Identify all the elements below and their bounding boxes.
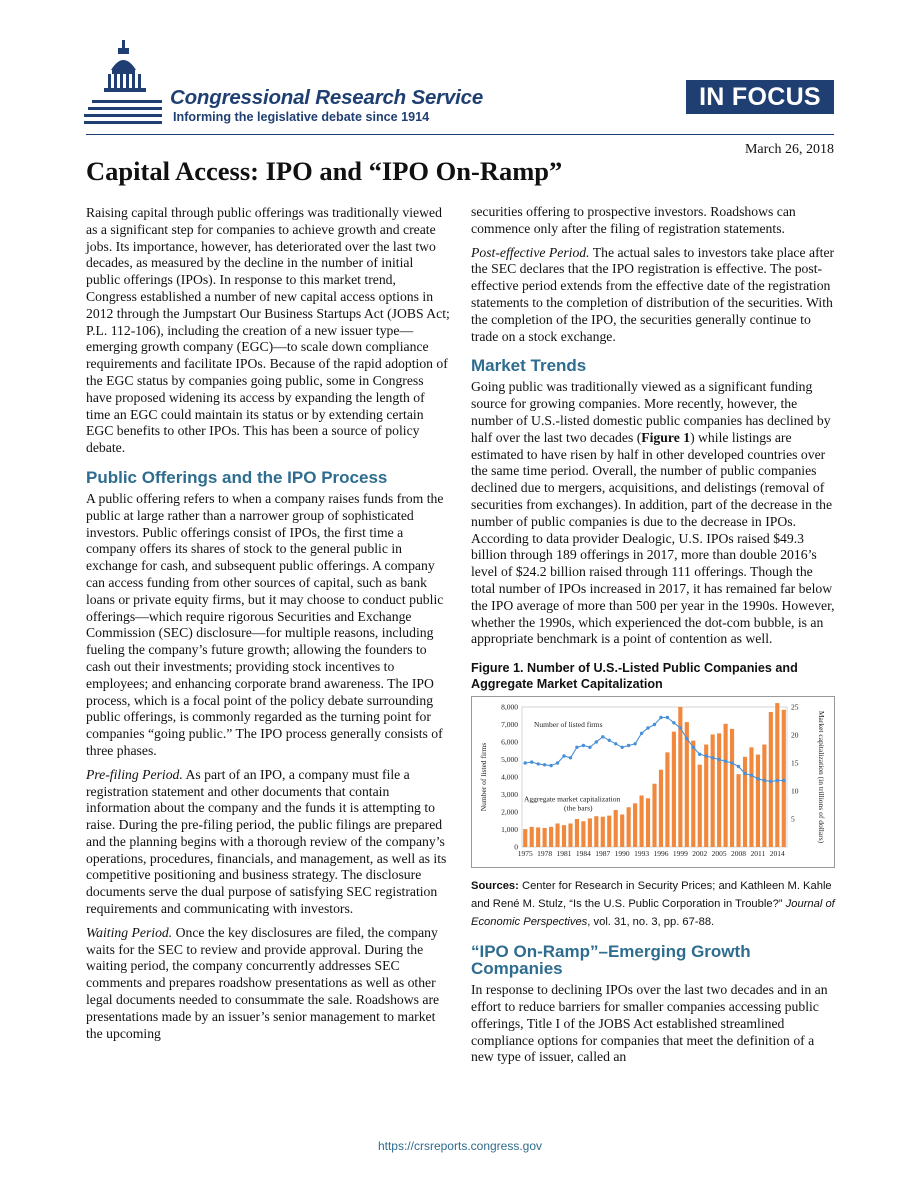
publication-date: March 26, 2018: [744, 142, 834, 157]
sources-text: Center for Research in Security Prices; and Kathleen M. Kahle and René M. Stulz, “Is the U.S. Public Corporation in Trouble?”: [471, 880, 832, 911]
line-point: [769, 780, 772, 783]
figure-chart: [471, 696, 835, 868]
sources-tail: , vol. 31, no. 3, pp. 67-88.: [587, 916, 715, 929]
bar-mark: [730, 729, 734, 847]
line-point: [524, 761, 527, 764]
left-tick-label: 1,000: [501, 825, 518, 835]
bar-mark: [575, 819, 579, 847]
figure-sources: [471, 877, 835, 931]
line-point: [692, 746, 695, 749]
line-point: [705, 754, 708, 757]
public-offerings-paragraph: A public offering refers to when a company raises funds from the public at large rather than a narrower group of sophisticated investors. Public offerings consist of IPOs, the first time a company offers its shares of stock to the general public in exchange for cash, and subsequent public offerings. A company can access funding from other sources of capital, such as bank loans or private equity firms, but it may choose to conduct public offerings—which require rigorous Securities and Exchange Commission (SEC) disclosure—for multiple reasons, including fueling the company’s future growth; allowing the founders to cash out their investments; providing stock incentives to employees; and enhancing corporate brand awareness. The IPO process, which is a focal point of the policy debate surrounding public offerings, is commonly regarded as the turning point for companies “going public.” The IPO process generally consists of three phases.: [86, 490, 444, 758]
annotation-listed-firms: Number of listed firms: [534, 720, 603, 730]
line-point: [530, 761, 533, 764]
x-tick-label: 1999: [672, 849, 688, 859]
left-tick-label: 2,000: [501, 807, 518, 817]
intro-paragraph: Raising capital through public offerings was traditionally viewed as a significant step for companies to achieve growth and create jobs. Its importance, however, has deteriorated over the last two decades, as measured by the decline in the number of initial public offerings (IPOs). In response to this market trend, Congress established a number of new capital access options in 2012 through the Jumpstart Our Business Startups Act (JOBS Act; P.L. 112-106), including the creation of a new issuer type—emerging growth company (EGC)—to scale down compliance requirements and facilitate IPOs. Because of the rapid adoption of the EGC status by companies going public, some in Congress have proposed widening its access by expanding the length of time an EGC could maintain its status or by extending certain EGC benefits to other IPOs. This has been a source of policy debate.: [86, 205, 450, 456]
line-point: [582, 744, 585, 747]
bar-mark: [536, 828, 540, 848]
x-tick-label: 1975: [517, 849, 533, 859]
page-title: Capital Access: IPO and “IPO On-Ramp”: [86, 156, 563, 186]
line-point: [640, 732, 643, 735]
line-point: [672, 721, 675, 724]
line-point: [614, 742, 617, 745]
x-tick-label: 1987: [595, 849, 611, 859]
header-rule: [86, 134, 834, 135]
chart-svg: [472, 697, 834, 867]
line-point: [627, 744, 630, 747]
x-tick-label: 2005: [711, 849, 727, 859]
prefiling-lead: Pre-filing Period.: [86, 766, 183, 782]
line-point: [659, 716, 662, 719]
left-tick-label: 3,000: [501, 790, 518, 800]
footer-url-link[interactable]: https://crsreports.congress.gov: [377, 1139, 543, 1153]
capitol-dome-logo: [84, 40, 166, 130]
line-point: [698, 753, 701, 756]
bar-mark: [652, 784, 656, 847]
prefiling-paragraph: [86, 767, 450, 918]
right-tick-label: 5: [791, 814, 795, 824]
annotation-bars: (the bars): [564, 803, 593, 813]
x-tick-label: 1990: [614, 849, 630, 859]
left-tick-label: 0: [514, 842, 518, 852]
bar-mark: [601, 817, 605, 847]
left-tick-label: 6,000: [501, 737, 518, 747]
post-effective-lead: Post-effective Period.: [471, 244, 590, 260]
line-point: [782, 779, 785, 782]
series-badge: IN FOCUS: [686, 80, 834, 114]
line-point: [743, 772, 746, 775]
line-point: [588, 746, 591, 749]
bar-mark: [749, 747, 753, 847]
x-tick-label: 2014: [769, 849, 785, 859]
right-tick-label: 15: [791, 758, 799, 768]
left-tick-label: 7,000: [501, 720, 518, 730]
annotation-market-cap: Aggregate market capitalization: [524, 794, 621, 804]
waiting-text: Once the key disclosures are filed, the company waits for the SEC to review and provide approval. During the waiting period, the company concurrently addresses SEC comments and prepares roadshow presentations as well as other legal documents needed to consummate the sale. Roadshows are presentations made by an issuer’s senior management to market the upcoming: [86, 924, 440, 1041]
waiting-lead: Waiting Period.: [86, 924, 173, 940]
figure-title: Figure 1. Number of U.S.-Listed Public Companies and Aggregate Market Capitalization: [471, 661, 798, 692]
bar-mark: [523, 829, 527, 847]
bar-mark: [717, 733, 721, 847]
bar-mark: [775, 703, 779, 847]
post-effective-text: The actual sales to investors take place after the SEC declares that the IPO registration is effective. The post-effective period extends from the effective date of the registration statements to the completion of distribution of the securities. With the completion of the IPO, the securities generally continue to trade on a stock exchange.: [471, 244, 835, 344]
line-point: [575, 746, 578, 749]
bar-mark: [555, 824, 559, 848]
bar-mark: [581, 821, 585, 847]
bar-mark: [704, 745, 708, 847]
bar-mark: [607, 816, 611, 847]
bar-mark: [568, 824, 572, 848]
line-point: [750, 774, 753, 777]
left-tick-label: 8,000: [501, 702, 518, 712]
line-point: [601, 735, 604, 738]
line-point: [763, 779, 766, 782]
x-tick-label: 1996: [653, 849, 669, 859]
x-tick-label: 1993: [634, 849, 650, 859]
bar-mark: [743, 757, 747, 847]
bar-mark: [665, 752, 669, 847]
section-heading-public-offerings: Public Offerings and the IPO Process: [86, 467, 388, 487]
bar-mark: [698, 765, 702, 847]
line-point: [666, 716, 669, 719]
bar-mark: [620, 815, 624, 847]
line-point: [730, 761, 733, 764]
bar-mark: [762, 745, 766, 847]
bar-mark: [594, 816, 598, 847]
ipo-on-ramp-paragraph: In response to declining IPOs over the last two decades and in an effort to reduce barriers for smaller companies accessing public offerings, Title I of the JOBS Act established streamlined compliance options for companies that meet the definition of a new type of issuer, called an: [471, 982, 828, 1065]
bar-mark: [549, 827, 553, 847]
bar-mark: [614, 810, 618, 847]
bar-mark: [672, 732, 676, 847]
x-tick-label: 1978: [537, 849, 553, 859]
post-effective-paragraph: [471, 245, 835, 346]
sources-journal: Journal of Economic Perspectives: [471, 898, 835, 929]
x-tick-label: 1981: [556, 849, 572, 859]
bar-mark: [782, 710, 786, 847]
section-heading-market-trends: Market Trends: [471, 356, 587, 376]
line-point: [685, 737, 688, 740]
right-tick-label: 20: [791, 730, 799, 740]
waiting-paragraph: [86, 925, 450, 1043]
left-tick-label: 5,000: [501, 755, 518, 765]
bar-mark: [691, 741, 695, 847]
line-point: [543, 763, 546, 766]
bar-mark: [530, 827, 534, 847]
org-name: Congressional Research Service: [170, 86, 484, 109]
right-tick-label: 10: [791, 786, 799, 796]
right-tick-label: 25: [791, 702, 799, 712]
bar-mark: [562, 825, 566, 847]
bar-mark: [588, 819, 592, 848]
line-point: [537, 762, 540, 765]
x-tick-label: 2002: [692, 849, 708, 859]
x-tick-label: 1984: [575, 849, 591, 859]
right-axis-title: Market capitalization (in trillions of dollars): [817, 710, 826, 844]
bar-mark: [769, 712, 773, 847]
line-point: [646, 726, 649, 729]
bar-mark: [543, 828, 547, 847]
line-point: [737, 765, 740, 768]
figure-reference: Figure 1: [641, 429, 691, 445]
line-point: [549, 764, 552, 767]
sources-label: Sources:: [471, 880, 519, 893]
line-point: [724, 760, 727, 763]
bar-mark: [756, 755, 760, 847]
market-trends-text-b: ) while listings are estimated to have risen by half in other developed countries over the same time period. Overall, the number of public companies declined due to mergers, acquisitions, and delistings (removal of securities from exchanges). In addition, part of the decrease in the number of public companies is due to the decrease in IPOs. According to data provider Dealogic, U.S. IPOs raised $49.3 billion through 189 offerings in 2017, more than double 2016’s level of $24.2 billion raised through 111 offerings. Though the total number of IPOs increased in 2017, it has remained far below the IPO average of more than 500 per year in the 1990s. However, whether the 1990s, which experienced the dot-com bubble, is an appropriate benchmark is a point of contention as well.: [471, 429, 835, 647]
x-tick-label: 2008: [731, 849, 747, 859]
line-point: [562, 754, 565, 757]
prefiling-text: As part of an IPO, a company must file a registration statement and other documents that contain information about the company and the funds it is attempting to raise. During the pre-filing period, the public filings are prepared and the planning begins with a thorough review of the company’s operations, procedures, financials, and management, as well as its competitive positioning and business strategy. The disclosure documents serve the dual purpose of satisfying SEC registration requirements and communicating with investors.: [86, 766, 447, 917]
line-point: [717, 758, 720, 761]
left-column: [86, 205, 450, 1049]
bar-mark: [646, 798, 650, 847]
right-column: [471, 204, 835, 1073]
line-point: [621, 746, 624, 749]
market-trends-text-a: Going public was traditionally viewed as a significant funding source for growing companies. More recently, however, the number of U.S.-listed domestic public companies has declined by half over the last two decades (: [471, 379, 831, 445]
bar-mark: [736, 774, 740, 847]
line-point: [776, 779, 779, 782]
section-heading-ipo-on-ramp: “IPO On-Ramp”–Emerging Growth Companies: [471, 942, 751, 979]
line-point: [569, 756, 572, 759]
line-point: [633, 742, 636, 745]
line-point: [595, 740, 598, 743]
left-tick-label: 4,000: [501, 772, 518, 782]
line-point: [679, 726, 682, 729]
line-point: [711, 756, 714, 759]
bar-mark: [640, 796, 644, 848]
x-tick-label: 2011: [750, 849, 766, 859]
left-axis-title: Number of listed firms: [479, 742, 488, 812]
roadshow-continuation: securities offering to prospective investors. Roadshows can commence only after the filing of registration statements.: [471, 204, 796, 236]
bar-mark: [724, 724, 728, 847]
line-point: [653, 723, 656, 726]
market-trends-paragraph: [471, 379, 835, 648]
line-point: [608, 739, 611, 742]
bar-mark: [627, 807, 631, 847]
bar-mark: [659, 770, 663, 847]
line-point: [556, 761, 559, 764]
bar-mark: [633, 803, 637, 847]
line-point: [756, 777, 759, 780]
bar-mark: [711, 735, 715, 848]
org-tagline: Informing the legislative debate since 1914: [173, 110, 430, 124]
